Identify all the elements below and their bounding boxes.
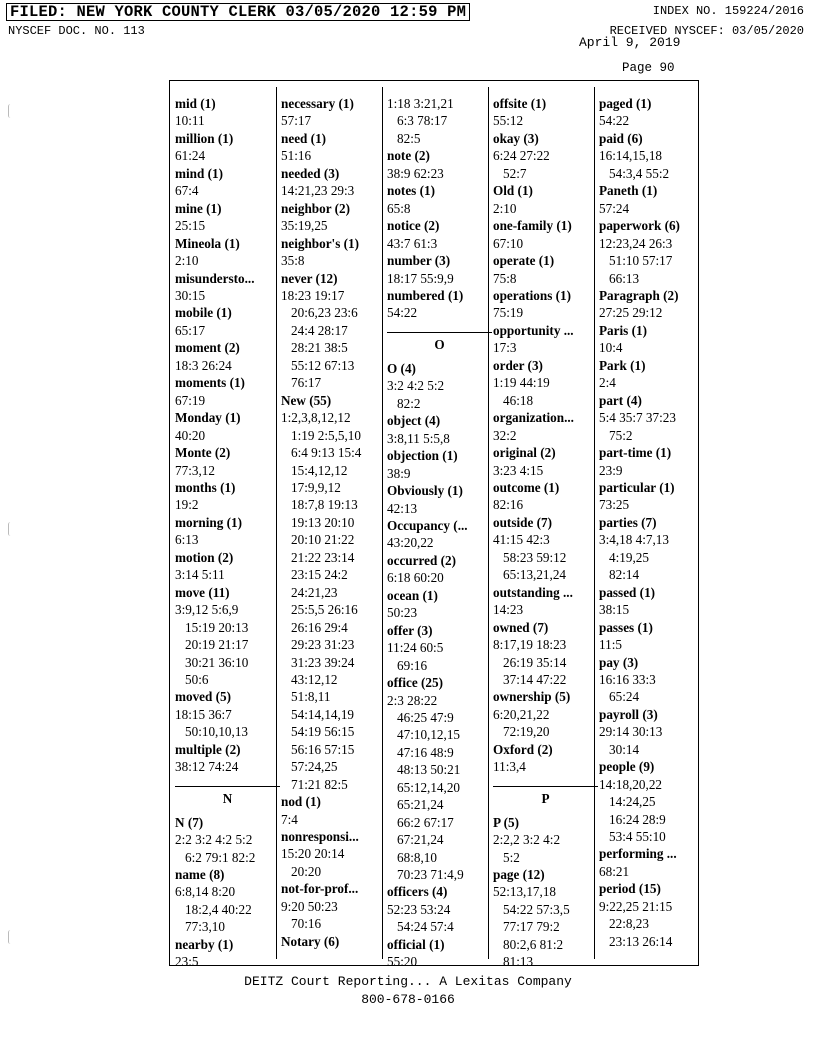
page-number: Page 90 <box>622 61 675 75</box>
index-term: original (2) <box>493 445 556 461</box>
page-line-reference: 23:13 26:14 <box>609 933 673 949</box>
page-line-reference: 61:24 <box>175 148 206 164</box>
page-line-reference: 65:21,24 <box>397 797 444 813</box>
page-line-reference: 31:23 39:24 <box>291 654 355 670</box>
page-line-reference: 30:14 <box>609 741 640 757</box>
page-line-reference: 54:24 57:4 <box>397 919 454 935</box>
index-term: N (7) <box>175 814 204 830</box>
page-line-reference: 68:21 <box>599 863 630 879</box>
page-line-reference: 18:2,4 40:22 <box>185 901 252 917</box>
page-line-reference: 14:23 <box>493 602 524 618</box>
page-line-reference: 56:16 57:15 <box>291 741 355 757</box>
index-term: New (55) <box>281 392 332 408</box>
index-term: Occupancy (... <box>387 517 468 533</box>
page-line-reference: 19:13 20:10 <box>291 514 355 530</box>
index-term: period (15) <box>599 881 661 897</box>
page-line-reference: 81:13 <box>503 954 534 970</box>
page-line-reference: 65:8 <box>387 200 411 216</box>
page-line-reference: 14:18,20,22 <box>599 776 663 792</box>
index-term: Mineola (1) <box>175 235 240 251</box>
index-term: numbered (1) <box>387 287 464 303</box>
page-line-reference: 52:7 <box>503 165 527 181</box>
page-line-reference: 54:22 <box>599 113 630 129</box>
page-line-reference: 14:21,23 29:3 <box>281 183 355 199</box>
index-term: nonresponsi... <box>281 829 359 845</box>
index-term: Monte (2) <box>175 445 231 461</box>
page-line-reference: 47:10,12,15 <box>397 727 461 743</box>
page-line-reference: 18:17 55:9,9 <box>387 270 454 286</box>
page-line-reference: 16:16 33:3 <box>599 671 656 687</box>
page-line-reference: 51:16 <box>281 148 312 164</box>
page-line-reference: 18:23 19:17 <box>281 287 345 303</box>
page-line-reference: 3:14 5:11 <box>175 567 225 583</box>
letter-heading: N <box>175 786 280 814</box>
index-term: offer (3) <box>387 622 433 638</box>
page-line-reference: 27:25 29:12 <box>599 305 663 321</box>
page-line-reference: 8:17,19 18:23 <box>493 637 567 653</box>
page-line-reference: 53:4 55:10 <box>609 829 666 845</box>
page-line-reference: 69:16 <box>397 657 428 673</box>
page-line-reference: 17:9,9,12 <box>291 479 341 495</box>
page-line-reference: 20:6,23 23:6 <box>291 305 358 321</box>
page-line-reference: 20:19 21:17 <box>185 637 249 653</box>
index-term: Paris (1) <box>599 322 647 338</box>
page-line-reference: 70:16 <box>291 916 322 932</box>
page-line-reference: 24:21,23 <box>291 584 338 600</box>
page-line-reference: 54:19 56:15 <box>291 724 355 740</box>
page-line-reference: 15:20 20:14 <box>281 846 345 862</box>
page-line-reference: 65:13,21,24 <box>503 567 567 583</box>
page-line-reference: 38:12 74:24 <box>175 759 239 775</box>
index-term: part-time (1) <box>599 445 672 461</box>
index-term: morning (1) <box>175 514 243 530</box>
page-line-reference: 30:21 36:10 <box>185 654 249 670</box>
letter-heading: P <box>493 786 598 814</box>
page-line-reference: 2:10 <box>493 200 517 216</box>
footer-phone: 800-678-0166 <box>361 992 455 1007</box>
page-line-reference: 76:17 <box>291 375 322 391</box>
index-term: necessary (1) <box>281 96 354 111</box>
page-line-reference: 11:5 <box>599 637 622 653</box>
index-term: not-for-prof... <box>281 881 359 897</box>
index-term: move (11) <box>175 584 230 600</box>
index-term: paged (1) <box>599 96 652 111</box>
page-line-reference: 73:25 <box>599 497 630 513</box>
page-line-reference: 43:12,12 <box>291 671 338 687</box>
page-line-reference: 72:19,20 <box>503 724 550 740</box>
index-term: payroll (3) <box>599 706 658 722</box>
page-line-reference: 38:9 <box>387 465 411 481</box>
index-term: months (1) <box>175 479 236 495</box>
page-line-reference: 11:3,4 <box>493 759 526 775</box>
page-line-reference: 67:4 <box>175 183 199 199</box>
index-term: moment (2) <box>175 340 240 356</box>
page-line-reference: 23:9 <box>599 462 623 478</box>
index-term: million (1) <box>175 130 234 146</box>
page-line-reference: 22:8,23 <box>609 916 649 932</box>
page-line-reference: 65:17 <box>175 322 206 338</box>
page-line-reference: 66:2 67:17 <box>397 814 454 830</box>
index-term: pay (3) <box>599 654 639 670</box>
page-line-reference: 82:2 <box>397 395 421 411</box>
page-line-reference: 42:13 <box>387 500 418 516</box>
page-line-reference: 82:16 <box>493 497 524 513</box>
index-term: paperwork (6) <box>599 218 680 234</box>
index-column-4 <box>493 95 598 971</box>
page-line-reference: 75:2 <box>609 427 633 443</box>
page-line-reference: 65:12,14,20 <box>397 779 461 795</box>
scan-mark <box>8 930 13 944</box>
page-line-reference: 55:12 67:13 <box>291 357 355 373</box>
index-term: name (8) <box>175 867 225 883</box>
index-term: P (5) <box>493 814 520 830</box>
index-term: Monday (1) <box>175 410 241 426</box>
page-line-reference: 67:21,24 <box>397 832 444 848</box>
index-term: performing ... <box>599 846 677 862</box>
index-term: operate (1) <box>493 253 555 269</box>
page-line-reference: 12:23,24 26:3 <box>599 235 673 251</box>
index-term: outcome (1) <box>493 479 560 495</box>
index-term: O (4) <box>387 360 416 376</box>
page-line-reference: 1:19 2:5,5,10 <box>291 427 361 443</box>
index-term: page (12) <box>493 867 545 883</box>
footer-company: DEITZ Court Reporting... A Lexitas Company <box>244 974 572 989</box>
page-line-reference: 70:23 71:4,9 <box>397 867 464 883</box>
index-term: motion (2) <box>175 549 234 565</box>
index-term: Old (1) <box>493 183 533 199</box>
page-line-reference: 9:20 50:23 <box>281 898 338 914</box>
page-line-reference: 38:15 <box>599 602 630 618</box>
page-line-reference: 67:10 <box>493 235 524 251</box>
page-line-reference: 54:22 57:3,5 <box>503 901 570 917</box>
page-line-reference: 80:2,6 81:2 <box>503 936 564 952</box>
index-term: mind (1) <box>175 165 223 181</box>
index-term: ocean (1) <box>387 587 438 603</box>
page-line-reference: 6:20,21,22 <box>493 706 550 722</box>
index-column-2 <box>281 95 386 950</box>
page-line-reference: 3:23 4:15 <box>493 462 544 478</box>
page-line-reference: 77:17 79:2 <box>503 919 560 935</box>
page-line-reference: 54:3,4 55:2 <box>609 165 670 181</box>
page-line-reference: 57:24,25 <box>291 759 338 775</box>
index-term: ownership (5) <box>493 689 571 705</box>
index-term: paid (6) <box>599 130 643 146</box>
page-line-reference: 50:6 <box>185 671 209 687</box>
index-term: one-family (1) <box>493 218 572 234</box>
index-term: offsite (1) <box>493 96 547 111</box>
scan-mark <box>8 522 13 536</box>
page-line-reference: 43:7 61:3 <box>387 235 438 251</box>
page-line-reference: 2:3 28:22 <box>387 692 438 708</box>
page-line-reference: 82:5 <box>397 130 421 146</box>
page-line-reference: 6:3 78:17 <box>397 113 448 129</box>
page-line-reference: 18:7,8 19:13 <box>291 497 358 513</box>
page-line-reference: 16:14,15,18 <box>599 148 663 164</box>
index-term: mine (1) <box>175 200 222 216</box>
page-line-reference: 10:11 <box>175 113 205 129</box>
index-term: nod (1) <box>281 794 321 810</box>
page-line-reference: 65:24 <box>609 689 640 705</box>
page-line-reference: 11:24 60:5 <box>387 640 444 656</box>
page-line-reference: 57:24 <box>599 200 630 216</box>
page-line-reference: 6:8,14 8:20 <box>175 884 236 900</box>
page-line-reference: 46:25 47:9 <box>397 709 454 725</box>
index-term: note (2) <box>387 148 430 164</box>
index-term: order (3) <box>493 357 543 373</box>
page-line-reference: 2:2,2 3:2 4:2 <box>493 832 561 848</box>
page-line-reference: 9:22,25 21:15 <box>599 898 673 914</box>
index-term: neighbor's (1) <box>281 235 360 251</box>
page-line-reference: 5:4 35:7 37:23 <box>599 410 676 426</box>
page-line-reference: 23:5 <box>175 954 199 970</box>
page-line-reference: 30:15 <box>175 287 206 303</box>
index-term: occurred (2) <box>387 552 456 568</box>
index-term: parties (7) <box>599 514 657 530</box>
index-term: operations (1) <box>493 287 572 303</box>
index-number: INDEX NO. 159224/2016 <box>652 4 804 18</box>
index-term: office (25) <box>387 675 444 691</box>
filed-stamp: FILED: NEW YORK COUNTY CLERK 03/05/2020 12:59 PM <box>6 3 470 21</box>
index-term: mid (1) <box>175 96 216 111</box>
index-term: people (9) <box>599 759 655 775</box>
index-term: notice (2) <box>387 218 440 234</box>
page-line-reference: 6:24 27:22 <box>493 148 550 164</box>
page-line-reference: 41:15 42:3 <box>493 532 550 548</box>
page-line-reference: 17:3 <box>493 340 517 356</box>
page-line-reference: 46:18 <box>503 392 534 408</box>
page-line-reference: 28:21 38:5 <box>291 340 348 356</box>
page-line-reference: 5:2 <box>503 849 520 865</box>
index-term: number (3) <box>387 253 451 269</box>
page-line-reference: 47:16 48:9 <box>397 744 454 760</box>
index-term: neighbor (2) <box>281 200 350 216</box>
index-term: outstanding ... <box>493 584 573 600</box>
page-line-reference: 20:10 21:22 <box>291 532 355 548</box>
page-line-reference: 25:15 <box>175 218 206 234</box>
page-line-reference: 26:16 29:4 <box>291 619 348 635</box>
page-line-reference: 75:8 <box>493 270 517 286</box>
index-term: needed (3) <box>281 165 340 181</box>
page-line-reference: 55:12 <box>493 113 524 129</box>
scan-mark <box>8 104 13 118</box>
page-line-reference: 10:4 <box>599 340 623 356</box>
page-line-reference: 51:8,11 <box>291 689 331 705</box>
page-line-reference: 1:2,3,8,12,12 <box>281 410 351 426</box>
index-column-1 <box>175 95 280 971</box>
page-line-reference: 57:17 <box>281 113 312 129</box>
page-line-reference: 14:24,25 <box>609 794 656 810</box>
index-term: officers (4) <box>387 884 448 900</box>
received-stamp: RECEIVED NYSCEF: 03/05/2020 <box>609 24 804 38</box>
page-line-reference: 35:19,25 <box>281 218 328 234</box>
index-term: objection (1) <box>387 448 458 464</box>
index-term: Park (1) <box>599 357 646 373</box>
index-term: particular (1) <box>599 479 675 495</box>
page-line-reference: 18:15 36:7 <box>175 706 232 722</box>
page-line-reference: 54:22 <box>387 305 418 321</box>
page-line-reference: 3:2 4:2 5:2 <box>387 378 445 394</box>
page-line-reference: 19:2 <box>175 497 199 513</box>
page-line-reference: 7:4 <box>281 811 298 827</box>
index-term: moved (5) <box>175 689 232 705</box>
page-line-reference: 38:9 62:23 <box>387 165 444 181</box>
index-term: okay (3) <box>493 130 539 146</box>
page-line-reference: 77:3,12 <box>175 462 215 478</box>
page-line-reference: 1:18 3:21,21 <box>387 96 454 111</box>
index-term: outside (7) <box>493 514 552 530</box>
page-line-reference: 25:5,5 26:16 <box>291 602 358 618</box>
page-line-reference: 82:14 <box>609 567 640 583</box>
index-term: organization... <box>493 410 574 426</box>
index-term: nearby (1) <box>175 936 234 952</box>
page-line-reference: 75:19 <box>493 305 524 321</box>
page-line-reference: 23:15 24:2 <box>291 567 348 583</box>
index-term: never (12) <box>281 270 338 286</box>
page-line-reference: 50:23 <box>387 605 418 621</box>
page-line-reference: 66:13 <box>609 270 640 286</box>
index-term: owned (7) <box>493 619 549 635</box>
index-term: need (1) <box>281 130 327 146</box>
page-line-reference: 15:4,12,12 <box>291 462 348 478</box>
page-line-reference: 54:14,14,19 <box>291 706 355 722</box>
page-line-reference: 6:2 79:1 82:2 <box>185 849 256 865</box>
page-line-reference: 6:4 9:13 15:4 <box>291 445 362 461</box>
index-column-3 <box>387 95 492 971</box>
page-line-reference: 3:4,18 4:7,13 <box>599 532 669 548</box>
transcript-date: April 9, 2019 <box>579 35 681 50</box>
page-line-reference: 2:10 <box>175 253 199 269</box>
page-line-reference: 3:9,12 5:6,9 <box>175 602 239 618</box>
index-term: passed (1) <box>599 584 656 600</box>
index-term: Paragraph (2) <box>599 287 679 303</box>
page-line-reference: 50:10,10,13 <box>185 724 249 740</box>
index-term: passes (1) <box>599 619 653 635</box>
page-line-reference: 43:20,22 <box>387 535 434 551</box>
index-column-5 <box>599 95 704 950</box>
page-line-reference: 55:20 <box>387 954 418 970</box>
page-line-reference: 68:8,10 <box>397 849 437 865</box>
nyscef-doc-number: NYSCEF DOC. NO. 113 <box>8 24 145 38</box>
page-line-reference: 48:13 50:21 <box>397 762 461 778</box>
index-term: moments (1) <box>175 375 245 391</box>
index-term: Paneth (1) <box>599 183 658 199</box>
page-line-reference: 52:13,17,18 <box>493 884 557 900</box>
page-line-reference: 2:2 3:2 4:2 5:2 <box>175 832 253 848</box>
page-line-reference: 6:18 60:20 <box>387 570 444 586</box>
index-term: mobile (1) <box>175 305 232 321</box>
page-line-reference: 16:24 28:9 <box>609 811 666 827</box>
page-line-reference: 35:8 <box>281 253 305 269</box>
index-term: opportunity ... <box>493 322 574 338</box>
page-line-reference: 32:2 <box>493 427 517 443</box>
page-line-reference: 67:19 <box>175 392 206 408</box>
index-term: Obviously (1) <box>387 483 463 499</box>
page-line-reference: 29:14 30:13 <box>599 724 663 740</box>
page-line-reference: 24:4 28:17 <box>291 322 348 338</box>
index-term: object (4) <box>387 413 441 429</box>
page-line-reference: 51:10 57:17 <box>609 253 673 269</box>
page-line-reference: 40:20 <box>175 427 206 443</box>
word-index-frame <box>169 80 699 970</box>
index-term: official (1) <box>387 936 445 952</box>
page-line-reference: 3:8,11 5:5,8 <box>387 430 450 446</box>
page-line-reference: 1:19 44:19 <box>493 375 550 391</box>
page-line-reference: 2:4 <box>599 375 616 391</box>
page-line-reference: 15:19 20:13 <box>185 619 249 635</box>
page-line-reference: 37:14 47:22 <box>503 671 567 687</box>
page-line-reference: 4:19,25 <box>609 549 649 565</box>
index-term: notes (1) <box>387 183 435 199</box>
page-line-reference: 77:3,10 <box>185 919 225 935</box>
page-line-reference: 71:21 82:5 <box>291 776 348 792</box>
page-line-reference: 21:22 23:14 <box>291 549 355 565</box>
page-line-reference: 6:13 <box>175 532 199 548</box>
index-term: Oxford (2) <box>493 741 553 757</box>
index-term: misundersto... <box>175 270 255 286</box>
page-line-reference: 58:23 59:12 <box>503 549 567 565</box>
page-line-reference: 52:23 53:24 <box>387 901 451 917</box>
page-line-reference: 18:3 26:24 <box>175 357 232 373</box>
index-term: part (4) <box>599 392 642 408</box>
index-term: Notary (6) <box>281 933 340 949</box>
page-line-reference: 26:19 35:14 <box>503 654 567 670</box>
letter-heading: O <box>387 332 492 360</box>
page-line-reference: 20:20 <box>291 863 322 879</box>
index-term: multiple (2) <box>175 741 241 757</box>
page-line-reference: 29:23 31:23 <box>291 637 355 653</box>
